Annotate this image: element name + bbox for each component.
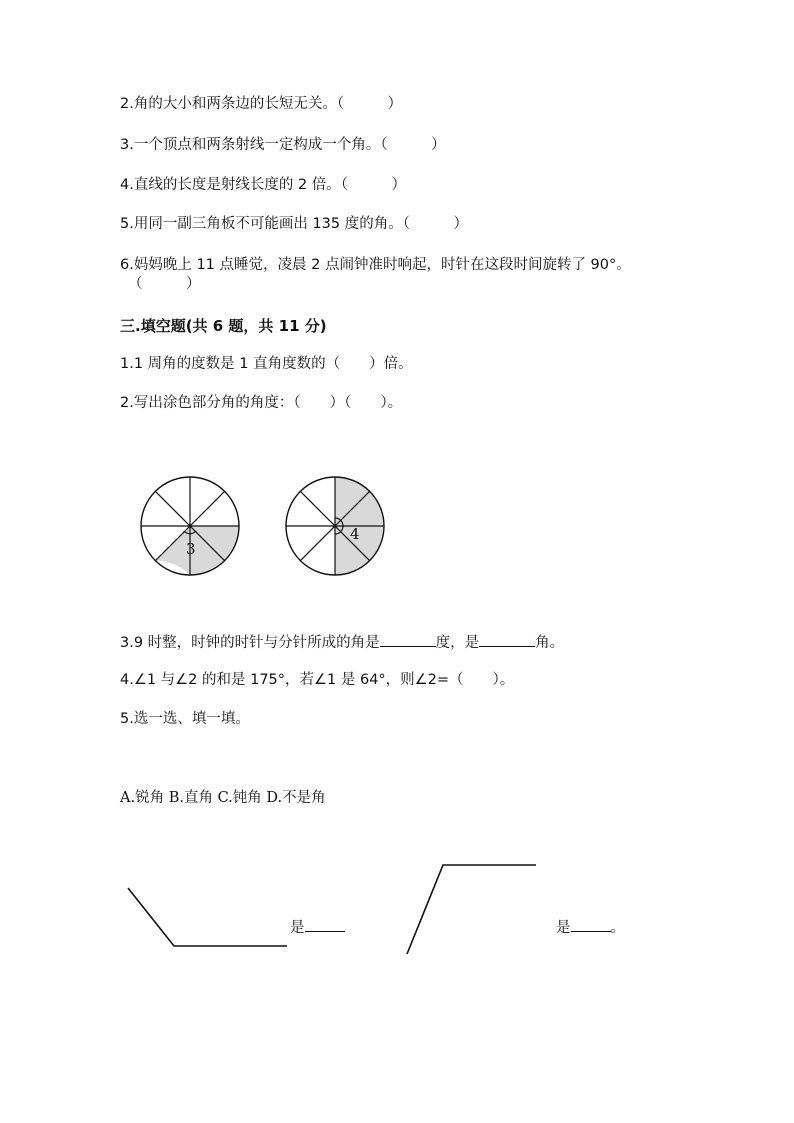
circle-figure-1 xyxy=(141,477,239,575)
answer-blank[interactable] xyxy=(380,631,436,647)
shaded-sector xyxy=(155,526,190,575)
judgement-q4: 4.直线的长度是射线长度的 2 倍。（ ） xyxy=(120,177,407,193)
judgement-q5: 5.用同一副三角板不可能画出 135 度的角。（ ） xyxy=(120,216,468,232)
section-title: 三.填空题(共 6 题，共 11 分) xyxy=(120,317,327,335)
circle-figure-2 xyxy=(286,477,384,575)
answer-2-end: 。 xyxy=(610,920,625,936)
judgement-q6: 6.妈妈晚上 11 点睡觉，凌晨 2 点闹钟准时响起，时针在这段时间旋转了 90°。 xyxy=(120,257,631,273)
answer-blank[interactable] xyxy=(305,916,345,932)
obtuse-angle-figure xyxy=(128,888,287,946)
answer-blank[interactable] xyxy=(479,631,535,647)
fill-q3-text-3: 角。 xyxy=(535,635,565,651)
judgement-q2: 2.角的大小和两条边的长短无关。（ ） xyxy=(120,96,403,112)
fill-q5: 5.选一选、填一填。 xyxy=(120,711,250,727)
answer-2 xyxy=(556,916,625,937)
slanted-angle-figure xyxy=(407,865,536,954)
fill-q3 xyxy=(120,631,564,653)
circle-label-4: 4 xyxy=(350,525,360,543)
answer-2-label: 是 xyxy=(556,920,571,936)
answer-1-label: 是 xyxy=(290,920,305,936)
fill-q3-text-2: 度，是 xyxy=(435,635,480,651)
choice-options: A.锐角 B.直角 C.钝角 D.不是角 xyxy=(120,790,326,806)
fill-q3-text-1: 3.9 时整，时钟的时针与分针所成的角是 xyxy=(120,635,380,651)
answer-1 xyxy=(290,916,345,937)
circle-label-3: 3 xyxy=(186,540,196,558)
fill-q1: 1.1 周角的度数是 1 直角度数的（ ）倍。 xyxy=(120,356,413,372)
fill-q4: 4.∠1 与∠2 的和是 175°，若∠1 是 64°，则∠2=（ ）。 xyxy=(120,672,515,688)
judgement-q6-answer: （ ） xyxy=(128,276,201,292)
judgement-q3: 3.一个顶点和两条射线一定构成一个角。（ ） xyxy=(120,137,446,153)
answer-blank[interactable] xyxy=(571,916,611,932)
fill-q2: 2.写出涂色部分角的角度：（ ）（ ）。 xyxy=(120,395,403,411)
